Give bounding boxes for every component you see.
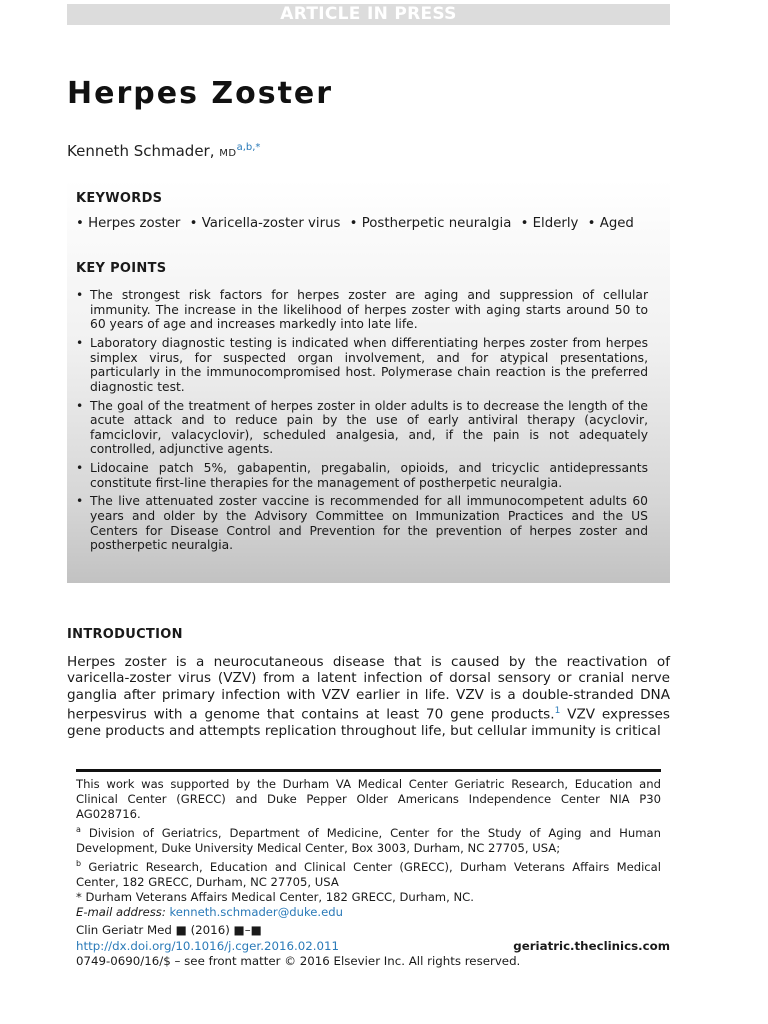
article-in-press-banner: ARTICLE IN PRESS (67, 4, 670, 25)
affiliation-a (76, 822, 661, 856)
keywords-heading: KEYWORDS (76, 191, 163, 206)
journal-site[interactable]: geriatric.theclinics.com (513, 938, 670, 953)
key-point: • The live attenuated zoster vaccine is recommended for all immunocompetent adults 60 years and older by the Advisory Committee on Immunization Practices and the US Centers for Disease Control and Prevention for the prevention of herpes zoster and postherpetic neuralgia. (76, 494, 648, 552)
affiliation-a-text: Division of Geriatrics, Department of Medicine, Center for the Study of Aging and Human Development, Duke University Medical Center, Box 3003, Durham, NC 27705, USA; (76, 825, 661, 855)
email-label: E-mail address: (76, 904, 166, 919)
journal-citation: Clin Geriatr Med ■ (2016) ■–■ (76, 923, 262, 937)
author-affiliation-marks[interactable]: a,b,* (236, 142, 261, 153)
affiliation-b (76, 856, 661, 890)
reference-link[interactable]: 1 (554, 706, 561, 717)
key-points-heading: KEY POINTS (76, 261, 167, 276)
footnote-divider (76, 769, 661, 772)
introduction-paragraph (67, 654, 670, 740)
keyword: • Postherpetic neuralgia (350, 216, 512, 231)
email-link[interactable]: kenneth.schmader@duke.edu (169, 904, 343, 919)
keyword: • Elderly (521, 216, 579, 231)
affiliation-b-mark: b (76, 858, 82, 868)
key-point: • Lidocaine patch 5%, gabapentin, pregabalin, opioids, and tricyclic antidepressants constitute first-line therapies for the management of postherpetic neuralgia. (76, 461, 648, 490)
email-line (76, 905, 661, 920)
author-name: Kenneth Schmader, (67, 142, 220, 160)
introduction-heading: INTRODUCTION (67, 627, 183, 642)
key-points-list (76, 288, 648, 557)
article-title: Herpes Zoster (67, 76, 334, 111)
key-point: • Laboratory diagnostic testing is indicated when differentiating herpes zoster from herpes simplex virus, for suspected organ involvement, and for atypical presentations, particularly in the immunocompromised host. Polymerase chain reaction is the preferred diagnostic test. (76, 336, 648, 394)
footnotes (76, 777, 661, 920)
keywords-keypoints-box (67, 180, 670, 583)
affiliation-b-text: Geriatric Research, Education and Clinical Center (GRECC), Durham Veterans Affairs Medical Center, 182 GRECC, Durham, NC 27705, USA (76, 859, 661, 889)
key-point: • The strongest risk factors for herpes zoster are aging and suppression of cellular immunity. The increase in the likelihood of herpes zoster with aging starts around 50 to 60 years of age and increases markedly into late life. (76, 288, 648, 332)
keyword: • Herpes zoster (76, 216, 180, 231)
key-point: • The goal of the treatment of herpes zoster in older adults is to decrease the length of the acute attack and to reduce pain by the use of early antiviral therapy (acyclovir, famciclovir, valacyclovir), scheduled analgesia, and, if the pain is not adequately controlled, adjunctive agents. (76, 399, 648, 457)
keyword: • Aged (588, 216, 634, 231)
author-degree: MD (219, 148, 237, 159)
affiliation-a-mark: a (76, 825, 81, 834)
funding-note: This work was supported by the Durham VA Medical Center Geriatric Research, Education and Clinical Center (GRECC) and Duke Pepper Older Americans Independence Center NIA P30 AG028716. (76, 777, 661, 821)
publication-info (76, 923, 670, 970)
copyright-line: 0749-0690/16/$ – see front matter © 2016 Elsevier Inc. All rights reserved. (76, 954, 521, 969)
doi-link[interactable]: http://dx.doi.org/10.1016/j.cger.2016.02.011 (76, 938, 339, 953)
corresponding-author: * Durham Veterans Affairs Medical Center, 182 GRECC, Durham, NC. (76, 889, 474, 904)
keywords-list (76, 216, 634, 231)
introduction-text: Herpes zoster is a neurocutaneous disease that is caused by the reactivation of varicella-zoster virus (VZV) from a latent infection of dorsal sensory or cranial nerve ganglia after primary infection with VZV earlier in life. VZV is a double-stranded DNA herpesvirus with a genome that contains at least 70 gene products. (67, 654, 670, 723)
author-line (67, 142, 260, 160)
introduction-text-continued: VZV expresses gene products and attempts replication throughout life, but cellular immunity is critical (67, 706, 670, 740)
keyword: • Varicella-zoster virus (190, 216, 341, 231)
